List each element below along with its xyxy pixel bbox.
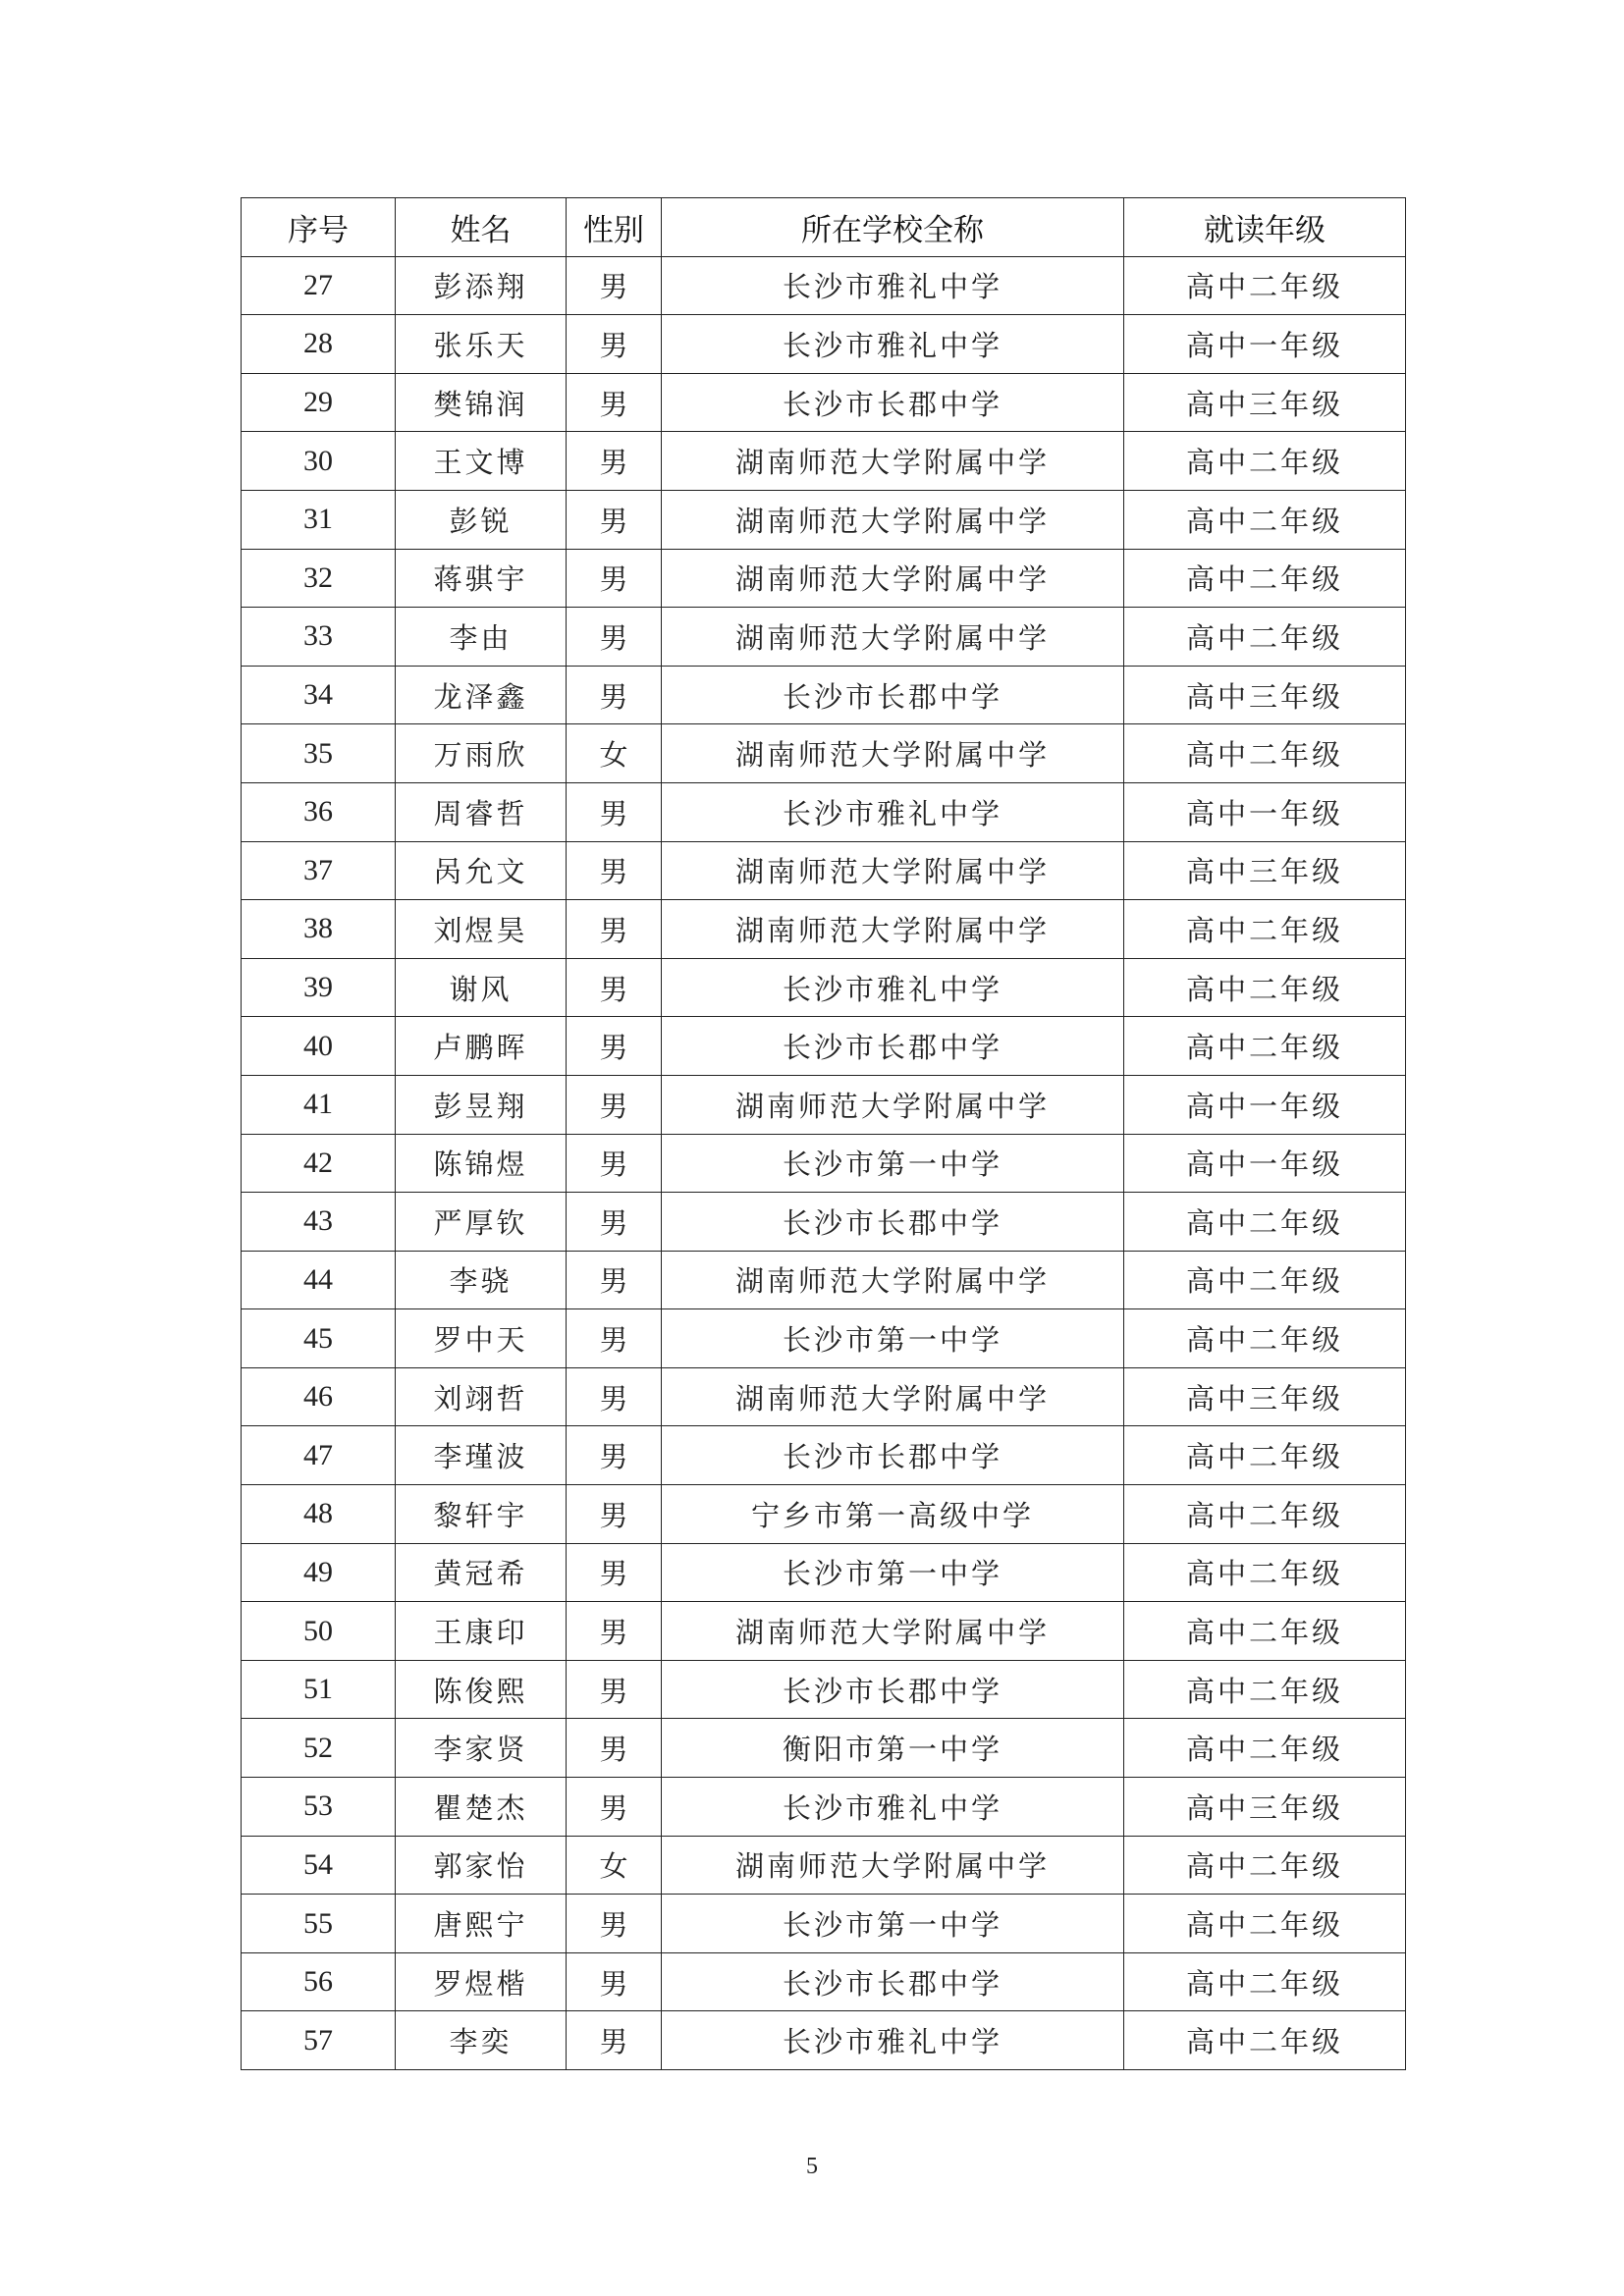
- cell-index: 50: [242, 1602, 396, 1661]
- cell-grade: 高中二年级: [1124, 1426, 1406, 1485]
- cell-school: 湖南师范大学附属中学: [662, 1602, 1124, 1661]
- cell-grade: 高中一年级: [1124, 315, 1406, 374]
- cell-grade: 高中二年级: [1124, 1251, 1406, 1309]
- header-school: 所在学校全称: [662, 198, 1124, 257]
- cell-name: 彭锐: [396, 490, 567, 549]
- table-row: [242, 1309, 1406, 1368]
- table-row: [242, 373, 1406, 432]
- cell-school: 湖南师范大学附属中学: [662, 490, 1124, 549]
- cell-index: 47: [242, 1426, 396, 1485]
- table-row: [242, 1426, 1406, 1485]
- cell-grade: 高中三年级: [1124, 1778, 1406, 1837]
- cell-school: 湖南师范大学附属中学: [662, 608, 1124, 667]
- table-row: [242, 900, 1406, 959]
- cell-name: 卢鹏晖: [396, 1017, 567, 1076]
- cell-grade: 高中二年级: [1124, 958, 1406, 1017]
- table-row: [242, 1895, 1406, 1953]
- cell-name: 李瑾波: [396, 1426, 567, 1485]
- cell-grade: 高中二年级: [1124, 1543, 1406, 1602]
- cell-grade: 高中二年级: [1124, 2011, 1406, 2070]
- cell-index: 30: [242, 432, 396, 491]
- cell-gender: 男: [567, 315, 662, 374]
- cell-gender: 男: [567, 782, 662, 841]
- cell-school: 长沙市长郡中学: [662, 1952, 1124, 2011]
- cell-school: 长沙市雅礼中学: [662, 256, 1124, 315]
- cell-school: 湖南师范大学附属中学: [662, 1075, 1124, 1134]
- cell-gender: 男: [567, 549, 662, 608]
- table-row: [242, 1193, 1406, 1252]
- cell-grade: 高中二年级: [1124, 1309, 1406, 1368]
- cell-index: 54: [242, 1836, 396, 1895]
- cell-gender: 男: [567, 490, 662, 549]
- header-grade: 就读年级: [1124, 198, 1406, 257]
- cell-name: 郭家怡: [396, 1836, 567, 1895]
- cell-grade: 高中二年级: [1124, 432, 1406, 491]
- cell-grade: 高中二年级: [1124, 1193, 1406, 1252]
- cell-grade: 高中二年级: [1124, 549, 1406, 608]
- table-body: [242, 256, 1406, 2069]
- cell-name: 严厚钦: [396, 1193, 567, 1252]
- cell-index: 32: [242, 549, 396, 608]
- table-row: [242, 1134, 1406, 1193]
- cell-name: 王康印: [396, 1602, 567, 1661]
- cell-school: 长沙市长郡中学: [662, 1193, 1124, 1252]
- cell-gender: 男: [567, 1660, 662, 1719]
- cell-index: 53: [242, 1778, 396, 1837]
- cell-gender: 男: [567, 1251, 662, 1309]
- table-row: [242, 549, 1406, 608]
- cell-name: 瞿楚杰: [396, 1778, 567, 1837]
- cell-gender: 男: [567, 1017, 662, 1076]
- cell-gender: 男: [567, 1485, 662, 1544]
- cell-grade: 高中二年级: [1124, 1485, 1406, 1544]
- table-row: [242, 1952, 1406, 2011]
- cell-index: 38: [242, 900, 396, 959]
- cell-gender: 男: [567, 1193, 662, 1252]
- cell-gender: 男: [567, 432, 662, 491]
- cell-gender: 男: [567, 608, 662, 667]
- table-row: [242, 432, 1406, 491]
- cell-grade: 高中一年级: [1124, 1134, 1406, 1193]
- cell-index: 49: [242, 1543, 396, 1602]
- cell-gender: 男: [567, 2011, 662, 2070]
- cell-gender: 男: [567, 1543, 662, 1602]
- cell-gender: 男: [567, 1426, 662, 1485]
- cell-school: 衡阳市第一中学: [662, 1719, 1124, 1778]
- cell-school: 湖南师范大学附属中学: [662, 1367, 1124, 1426]
- cell-name: 周睿哲: [396, 782, 567, 841]
- table-row: [242, 1075, 1406, 1134]
- cell-index: 55: [242, 1895, 396, 1953]
- cell-school: 湖南师范大学附属中学: [662, 432, 1124, 491]
- cell-gender: 男: [567, 373, 662, 432]
- cell-school: 长沙市长郡中学: [662, 373, 1124, 432]
- table-row: [242, 608, 1406, 667]
- cell-index: 31: [242, 490, 396, 549]
- cell-school: 湖南师范大学附属中学: [662, 841, 1124, 900]
- cell-grade: 高中二年级: [1124, 490, 1406, 549]
- cell-index: 51: [242, 1660, 396, 1719]
- cell-index: 46: [242, 1367, 396, 1426]
- cell-school: 湖南师范大学附属中学: [662, 549, 1124, 608]
- cell-index: 28: [242, 315, 396, 374]
- cell-grade: 高中二年级: [1124, 1017, 1406, 1076]
- cell-school: 长沙市第一中学: [662, 1309, 1124, 1368]
- cell-school: 长沙市长郡中学: [662, 1017, 1124, 1076]
- cell-name: 陈俊熙: [396, 1660, 567, 1719]
- cell-school: 长沙市第一中学: [662, 1895, 1124, 1953]
- table-row: [242, 724, 1406, 783]
- cell-name: 罗煜楷: [396, 1952, 567, 2011]
- table-row: [242, 1719, 1406, 1778]
- table-header: [242, 198, 1406, 257]
- table-row: [242, 1602, 1406, 1661]
- cell-name: 樊锦润: [396, 373, 567, 432]
- header-gender: 性别: [567, 198, 662, 257]
- cell-school: 长沙市雅礼中学: [662, 1778, 1124, 1837]
- table-row: [242, 2011, 1406, 2070]
- table-row: [242, 315, 1406, 374]
- cell-school: 长沙市长郡中学: [662, 1660, 1124, 1719]
- table-row: [242, 666, 1406, 724]
- cell-grade: 高中二年级: [1124, 1602, 1406, 1661]
- cell-index: 45: [242, 1309, 396, 1368]
- table-row: [242, 1367, 1406, 1426]
- table-row: [242, 1251, 1406, 1309]
- cell-school: 长沙市雅礼中学: [662, 782, 1124, 841]
- cell-gender: 男: [567, 1367, 662, 1426]
- cell-gender: 女: [567, 1836, 662, 1895]
- cell-index: 34: [242, 666, 396, 724]
- table-row: [242, 1017, 1406, 1076]
- cell-grade: 高中二年级: [1124, 608, 1406, 667]
- cell-name: 谢风: [396, 958, 567, 1017]
- header-index: 序号: [242, 198, 396, 257]
- cell-index: 37: [242, 841, 396, 900]
- cell-gender: 男: [567, 1602, 662, 1661]
- cell-school: 长沙市第一中学: [662, 1543, 1124, 1602]
- cell-gender: 男: [567, 1075, 662, 1134]
- cell-gender: 男: [567, 256, 662, 315]
- cell-grade: 高中二年级: [1124, 1660, 1406, 1719]
- cell-school: 长沙市长郡中学: [662, 1426, 1124, 1485]
- cell-name: 王文博: [396, 432, 567, 491]
- cell-index: 56: [242, 1952, 396, 2011]
- table-row: [242, 1660, 1406, 1719]
- cell-name: 彭昱翔: [396, 1075, 567, 1134]
- cell-name: 李骁: [396, 1251, 567, 1309]
- cell-gender: 男: [567, 900, 662, 959]
- cell-school: 湖南师范大学附属中学: [662, 724, 1124, 783]
- cell-grade: 高中三年级: [1124, 1367, 1406, 1426]
- cell-name: 黄冠希: [396, 1543, 567, 1602]
- cell-index: 39: [242, 958, 396, 1017]
- cell-gender: 男: [567, 841, 662, 900]
- cell-grade: 高中二年级: [1124, 1895, 1406, 1953]
- cell-gender: 女: [567, 724, 662, 783]
- cell-index: 27: [242, 256, 396, 315]
- cell-grade: 高中三年级: [1124, 373, 1406, 432]
- cell-school: 湖南师范大学附属中学: [662, 900, 1124, 959]
- cell-index: 44: [242, 1251, 396, 1309]
- table-row: [242, 256, 1406, 315]
- cell-name: 李家贤: [396, 1719, 567, 1778]
- cell-index: 48: [242, 1485, 396, 1544]
- cell-grade: 高中二年级: [1124, 1952, 1406, 2011]
- table-row: [242, 1778, 1406, 1837]
- cell-gender: 男: [567, 1134, 662, 1193]
- header-name: 姓名: [396, 198, 567, 257]
- table-row: [242, 1543, 1406, 1602]
- page-number: 5: [806, 2154, 818, 2179]
- cell-index: 40: [242, 1017, 396, 1076]
- cell-name: 刘翊哲: [396, 1367, 567, 1426]
- cell-name: 龙泽鑫: [396, 666, 567, 724]
- cell-gender: 男: [567, 1952, 662, 2011]
- cell-gender: 男: [567, 1309, 662, 1368]
- cell-name: 刘煜昊: [396, 900, 567, 959]
- cell-index: 35: [242, 724, 396, 783]
- cell-grade: 高中一年级: [1124, 1075, 1406, 1134]
- cell-index: 42: [242, 1134, 396, 1193]
- cell-name: 彭添翔: [396, 256, 567, 315]
- table-row: [242, 490, 1406, 549]
- cell-grade: 高中三年级: [1124, 841, 1406, 900]
- cell-name: 张乐天: [396, 315, 567, 374]
- student-roster-table: [241, 197, 1406, 2070]
- cell-grade: 高中二年级: [1124, 1719, 1406, 1778]
- cell-index: 29: [242, 373, 396, 432]
- cell-name: 万雨欣: [396, 724, 567, 783]
- table-row: [242, 958, 1406, 1017]
- cell-school: 宁乡市第一高级中学: [662, 1485, 1124, 1544]
- header-row: [242, 198, 1406, 257]
- cell-school: 湖南师范大学附属中学: [662, 1836, 1124, 1895]
- cell-school: 长沙市长郡中学: [662, 666, 1124, 724]
- cell-index: 57: [242, 2011, 396, 2070]
- cell-name: 李由: [396, 608, 567, 667]
- cell-gender: 男: [567, 958, 662, 1017]
- cell-index: 41: [242, 1075, 396, 1134]
- cell-gender: 男: [567, 1719, 662, 1778]
- cell-index: 43: [242, 1193, 396, 1252]
- cell-grade: 高中一年级: [1124, 782, 1406, 841]
- table-row: [242, 841, 1406, 900]
- cell-grade: 高中三年级: [1124, 666, 1406, 724]
- cell-school: 长沙市雅礼中学: [662, 958, 1124, 1017]
- cell-name: 蒋骐宇: [396, 549, 567, 608]
- cell-name: 罗中天: [396, 1309, 567, 1368]
- cell-gender: 男: [567, 666, 662, 724]
- cell-grade: 高中二年级: [1124, 900, 1406, 959]
- cell-index: 33: [242, 608, 396, 667]
- cell-name: 黎轩宇: [396, 1485, 567, 1544]
- cell-grade: 高中二年级: [1124, 1836, 1406, 1895]
- cell-name: 呙允文: [396, 841, 567, 900]
- cell-index: 36: [242, 782, 396, 841]
- cell-name: 唐熙宁: [396, 1895, 567, 1953]
- cell-school: 长沙市雅礼中学: [662, 2011, 1124, 2070]
- cell-gender: 男: [567, 1895, 662, 1953]
- cell-gender: 男: [567, 1778, 662, 1837]
- cell-school: 长沙市雅礼中学: [662, 315, 1124, 374]
- cell-name: 陈锦煜: [396, 1134, 567, 1193]
- cell-school: 湖南师范大学附属中学: [662, 1251, 1124, 1309]
- table-row: [242, 1836, 1406, 1895]
- table-row: [242, 782, 1406, 841]
- cell-name: 李奕: [396, 2011, 567, 2070]
- table-row: [242, 1485, 1406, 1544]
- cell-index: 52: [242, 1719, 396, 1778]
- cell-grade: 高中二年级: [1124, 724, 1406, 783]
- cell-school: 长沙市第一中学: [662, 1134, 1124, 1193]
- cell-grade: 高中二年级: [1124, 256, 1406, 315]
